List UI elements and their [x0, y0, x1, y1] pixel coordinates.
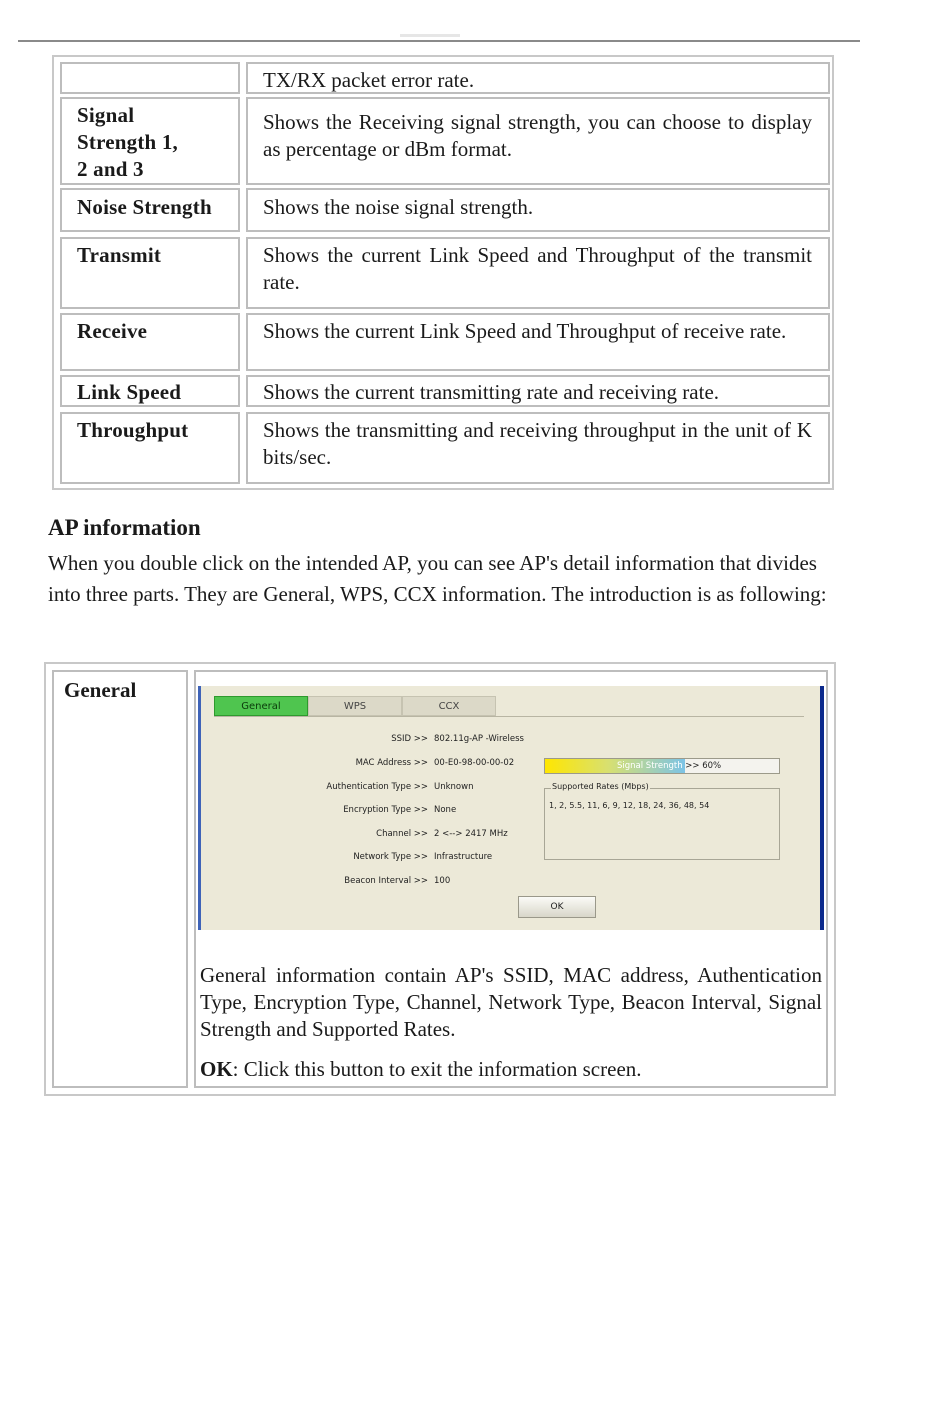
- field-value: 100: [434, 876, 451, 886]
- dialog-left-edge: [198, 686, 201, 930]
- row-description: Shows the current Link Speed and Throughput of the transmit rate.: [246, 237, 830, 309]
- row-label: Transmit: [60, 237, 240, 309]
- row-label: Receive: [60, 313, 240, 371]
- signal-strength-label: Signal Strength: [617, 761, 683, 771]
- supported-rates-title: Supported Rates (Mbps): [552, 782, 649, 791]
- header-mark: [400, 34, 460, 37]
- table-row: [60, 237, 830, 309]
- row-description: Shows the Receiving signal strength, you can choose to display as percentage or dBm format.: [246, 97, 830, 185]
- row-description: TX/RX packet error rate.: [246, 62, 830, 94]
- field-key: Authentication Type >>: [326, 782, 428, 792]
- row-description: Shows the current transmitting rate and receiving rate.: [246, 375, 830, 407]
- ok-explanation: : Click this button to exit the information screen.: [232, 1057, 642, 1081]
- table-row: [60, 62, 830, 94]
- field-key: Encryption Type >>: [343, 805, 428, 815]
- supported-rates-group: [544, 782, 780, 860]
- field-value: 802.11g-AP -Wireless: [434, 734, 524, 744]
- field-key: Beacon Interval >>: [344, 876, 428, 886]
- field-value: Infrastructure: [434, 852, 493, 862]
- general-description-cell: [194, 670, 828, 1088]
- field-value: None: [434, 805, 457, 815]
- header-rule: [18, 40, 860, 42]
- signal-strength-bar: [544, 758, 780, 774]
- field-value: 2 <--> 2417 MHz: [434, 829, 508, 839]
- ap-info-heading: AP information: [48, 515, 201, 540]
- row-label: [60, 62, 240, 94]
- field-key: Channel >>: [376, 829, 428, 839]
- general-description: General information contain AP's SSID, MAC address, Authentication Type, Encryption Type, Channel, Network Type, Beacon Interval, Signal Strength and Supported Rates.: [200, 963, 822, 1041]
- field-key: Network Type >>: [353, 852, 428, 862]
- ap-info-intro: When you double click on the intended AP, you can see AP's detail information that divides into three parts. They are General, WPS, CCX information. The introduction is as following:: [48, 551, 827, 606]
- dialog-right-edge: [820, 686, 824, 930]
- table-row: [60, 188, 830, 232]
- supported-rates-value: 1, 2, 5.5, 11, 6, 9, 12, 18, 24, 36, 48, 54: [549, 801, 710, 810]
- signal-strength-text: [617, 761, 721, 771]
- dialog-ok-button[interactable]: OK: [518, 896, 596, 918]
- row-label: Noise Strength: [60, 188, 240, 232]
- row-description: Shows the transmitting and receiving throughput in the unit of K bits/sec.: [246, 412, 830, 484]
- row-label: Link Speed: [60, 375, 240, 407]
- general-label: General: [52, 670, 188, 1088]
- field-key: MAC Address >>: [355, 758, 428, 768]
- tab-wps[interactable]: WPS: [308, 696, 402, 716]
- tab-general[interactable]: General: [214, 696, 308, 716]
- field-value: 00-E0-98-00-00-02: [434, 758, 515, 768]
- general-info-table: [44, 662, 836, 1096]
- table-row: [60, 313, 830, 371]
- field-value: Unknown: [434, 782, 474, 792]
- table-row: [60, 97, 830, 185]
- ok-description: [200, 1056, 822, 1083]
- table-row: [60, 412, 830, 484]
- field-description-table: [52, 55, 834, 490]
- row-label: Throughput: [60, 412, 240, 484]
- signal-strength-value: >> 60%: [685, 761, 722, 771]
- ap-info-dialog-screenshot: [198, 686, 824, 930]
- field-key: SSID >>: [391, 734, 428, 744]
- row-label: Signal Strength 1, 2 and 3: [60, 97, 240, 185]
- tab-underline: [214, 716, 804, 717]
- row-description: Shows the noise signal strength.: [246, 188, 830, 232]
- table-row: [60, 375, 830, 407]
- row-description: Shows the current Link Speed and Throughput of receive rate.: [246, 313, 830, 371]
- ok-term: OK: [200, 1057, 233, 1081]
- tab-ccx[interactable]: CCX: [402, 696, 496, 716]
